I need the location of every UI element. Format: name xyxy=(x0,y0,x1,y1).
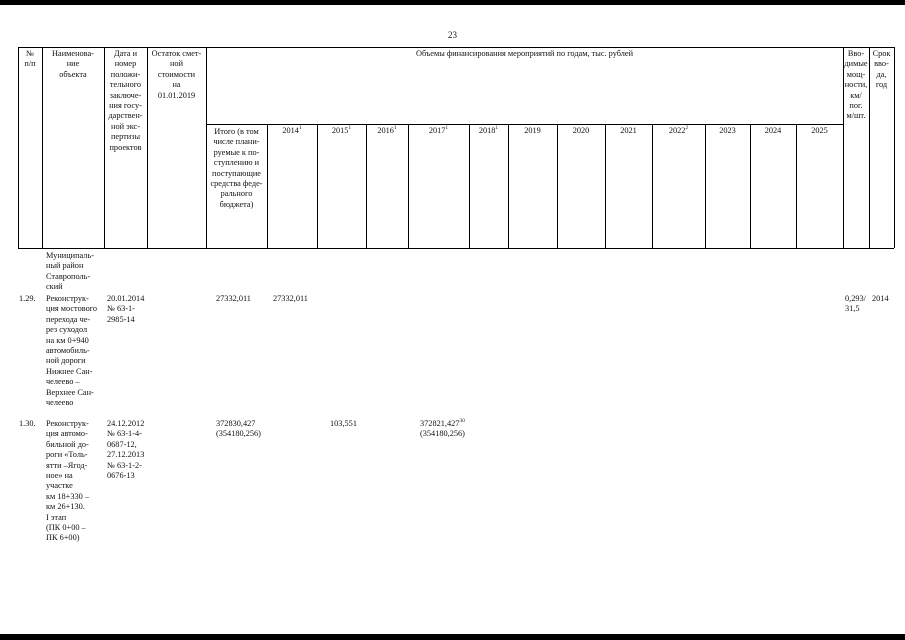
header-remaining: Остаток смет- ной стоимости на 01.01.2019 xyxy=(151,49,202,100)
year-header: 2025 xyxy=(811,126,828,135)
term-value: 2014 xyxy=(872,294,889,303)
value-2014: 27332,011 xyxy=(273,294,308,303)
expertise-date: 24.12.2012 № 63-1-4- 0687-12, 27.12.2013 № 63-1-2- 0676-13 xyxy=(107,419,145,481)
year-header: 2024 xyxy=(764,126,782,135)
header-capacity: Вво- димые мощ- ности, км/ пог. м/шт. xyxy=(844,49,868,121)
value-2017: 372821,427$^{30}$ xyxy=(420,418,465,428)
year-header: 2015$^1$ xyxy=(331,125,352,135)
header-financing-group: Объемы финансирования мероприятий по годам, тыс. рублей xyxy=(415,49,634,58)
total-value: 372830,427 (354180,256) xyxy=(216,419,261,439)
year-header: 2017$^1$ xyxy=(428,125,449,135)
expertise-date: 20.01.2014 № 63-1- 2985-14 xyxy=(107,294,145,324)
bottom-border xyxy=(0,634,905,640)
total-value: 27332,011 xyxy=(216,294,251,303)
value-2015: 103,551 xyxy=(330,419,357,428)
year-header: 2018$^1$ xyxy=(478,125,499,135)
value-2017-federal: (354180,256) xyxy=(420,429,465,439)
header-date: Дата и номер положи- тельного заключе- ния госу- дарствен- ной экс- пертизы проектов xyxy=(108,49,143,152)
capacity-value: 0,293/ 31,5 xyxy=(845,294,866,314)
year-header: 2014$^1$ xyxy=(282,125,302,135)
year-header: 2023 xyxy=(719,126,736,135)
top-border xyxy=(0,0,905,5)
year-header: 2022$^2$ xyxy=(668,125,689,135)
object-name: Реконструк- ция автомо- бильной до- роги «Толь- ятти –Ягод- ное» на участке км 18+330 – км 26+130. I этап (ПК 0+00 – ПК 6+00) xyxy=(46,419,89,543)
year-header: 2019 xyxy=(524,126,541,135)
year-header: 2016$^1$ xyxy=(377,125,397,135)
object-name: Реконструк- ция мостового перехода че- рез суходол на км 0+940 автомобиль- ной дороги Нижнее Сан- челеево – Верхнее Сан- челеево xyxy=(46,294,98,408)
header-term: Срок вво- да, год xyxy=(872,49,891,90)
row-number: 1.30. xyxy=(19,419,36,428)
year-header: 2021 xyxy=(620,126,637,135)
header-num: № п/п xyxy=(24,49,36,69)
header-name: Наименова- ние объекта xyxy=(52,49,94,79)
year-header: 2020 xyxy=(572,126,590,135)
row-number: 1.29. xyxy=(19,294,36,303)
header-total: Итого (в том числе плани- руемые к по- ступлению и поступающие средства феде- рального бюджета) xyxy=(210,127,263,209)
section-label: Муниципаль- ный район Ставрополь- ский xyxy=(46,251,94,292)
page-number: 23 xyxy=(448,30,457,40)
